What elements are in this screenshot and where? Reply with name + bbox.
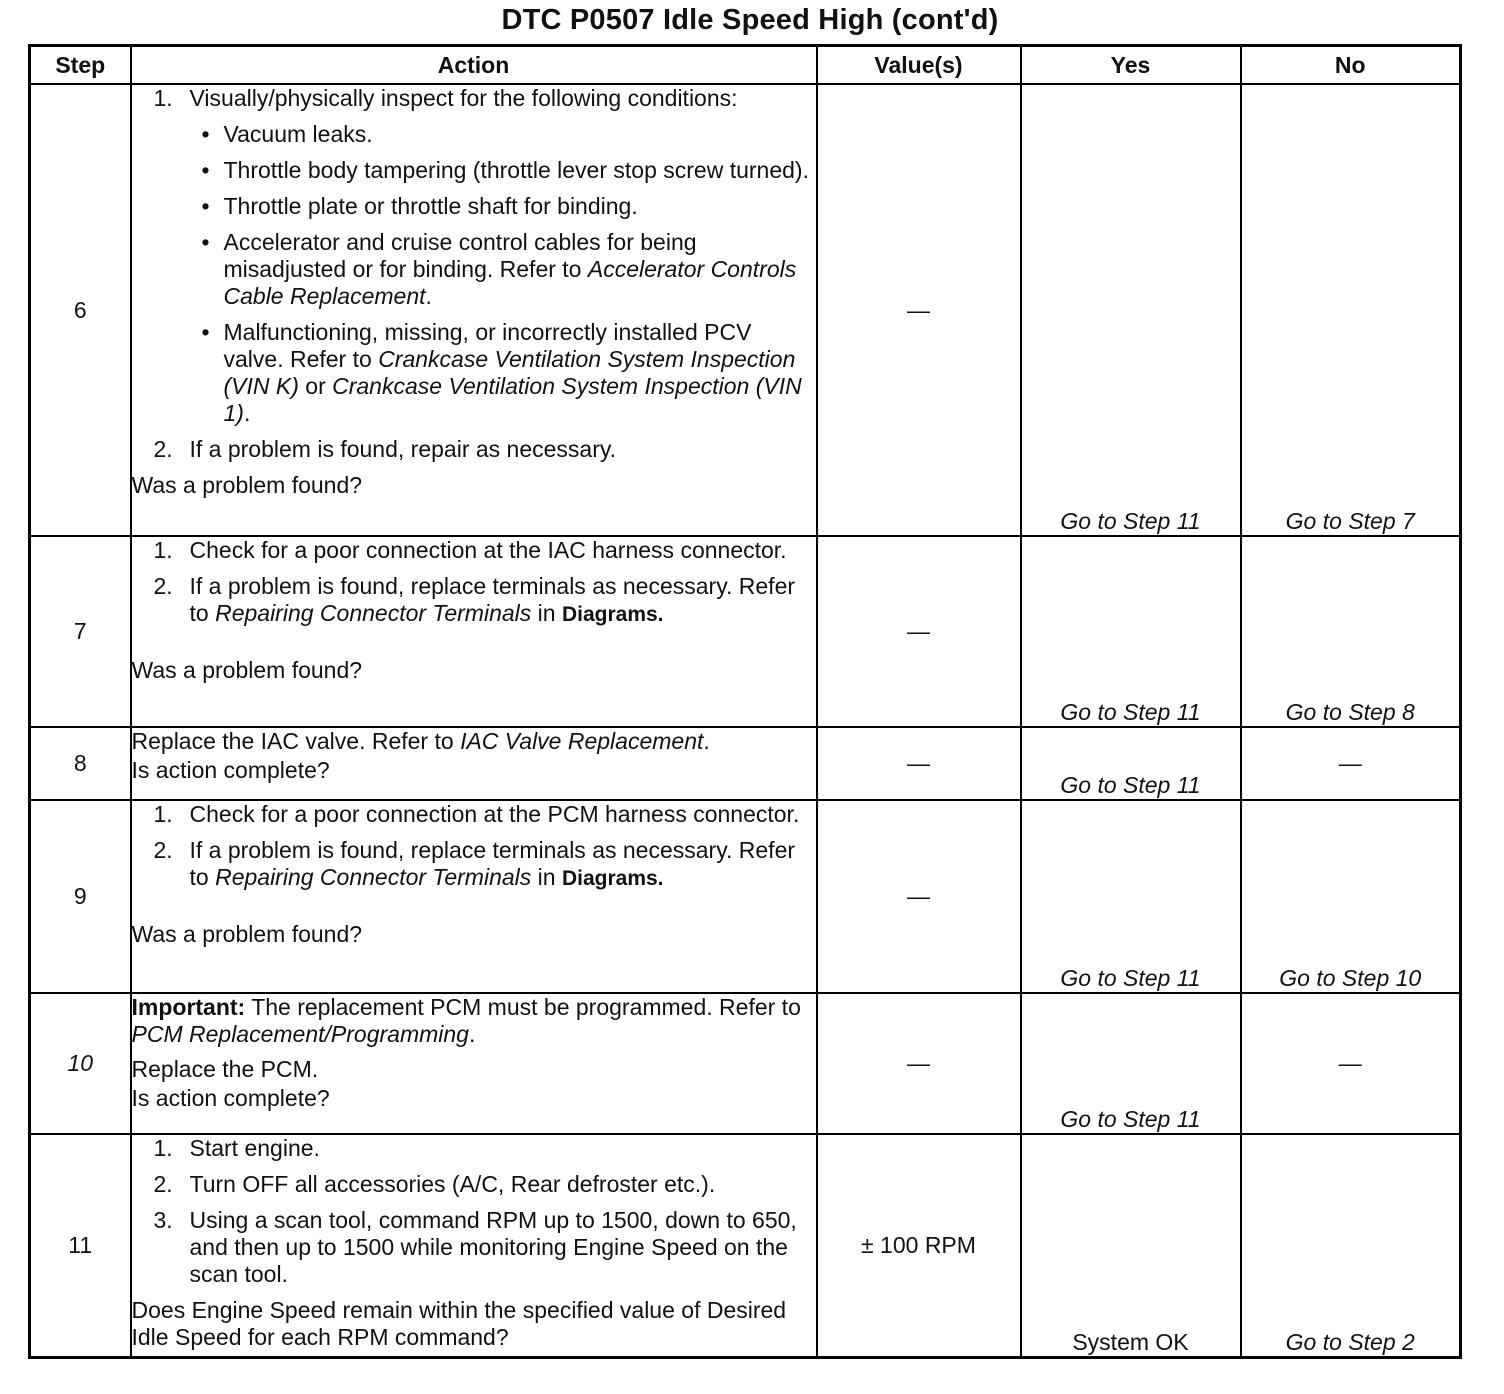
reference-link[interactable]: Crankcase Ventilation System Inspection (VIN K) [223,346,796,399]
bullet-icon: • [201,121,210,147]
header-action: Action [131,46,817,85]
list-text: Check for a poor connection at the IAC harness connector. [189,537,787,563]
list-item [132,573,816,628]
reference-section[interactable]: Diagrams. [561,867,664,890]
reference-link[interactable]: PCM Replacement/Programming [131,1021,469,1047]
step-number: 10 [30,993,131,1134]
bullet-icon: • [201,193,210,219]
bullet-text: . [425,283,432,309]
reference-link[interactable]: Accelerator Controls Cable Replacement [223,256,797,309]
bullet-text: Malfunctioning, missing, or incorrectly installed PCV valve. Refer to [223,319,752,372]
list-number: 2. [153,1171,173,1197]
step-number: 8 [30,727,131,800]
important-label: Important: [131,994,246,1020]
bullet-text: Throttle plate or throttle shaft for binding. [223,193,638,219]
list-text: If a problem is found, replace terminals as necessary. Refer to [189,837,796,890]
no-value: — [1241,993,1461,1134]
list-number: 2. [153,837,173,863]
list-item [132,1135,816,1162]
yes-goto-link[interactable]: Go to Step 11 [1021,727,1241,800]
no-goto-link[interactable]: Go to Step 8 [1241,536,1461,727]
diagnostic-table [28,44,1462,1359]
list-text: If a problem is found, replace terminals as necessary. Refer to [189,573,796,626]
value-cell: ± 100 RPM [817,1134,1021,1357]
list-item [132,1207,816,1288]
action-line: Replace the PCM. [131,1056,319,1082]
question-text: Does Engine Speed remain within the specified value of Desired Idle Speed for each RPM command? [131,1297,787,1350]
header-yes: Yes [1021,46,1241,85]
bullet-text: Throttle body tampering (throttle lever stop screw turned). [223,157,809,183]
value-cell: — [817,536,1021,727]
important-note [132,994,816,1048]
value-cell: — [817,993,1021,1134]
step-number: 6 [30,84,131,536]
reference-section[interactable]: Diagrams. [561,603,664,626]
bullet-text: Vacuum leaks. [223,121,373,147]
value-cell: — [817,727,1021,800]
bullet-item [132,157,816,184]
no-goto-link[interactable]: Go to Step 2 [1241,1134,1461,1357]
yes-result: System OK [1021,1134,1241,1357]
bullet-icon: • [201,319,210,345]
action-cell [131,993,817,1134]
list-item [132,1171,816,1198]
header-no: No [1241,46,1461,85]
action-text: Replace the IAC valve. Refer to [131,728,461,754]
header-row [30,46,1461,85]
list-text: If a problem is found, repair as necessary. [189,436,617,462]
yes-goto-link[interactable]: Go to Step 11 [1021,993,1241,1134]
yes-goto-link[interactable]: Go to Step 11 [1021,800,1241,993]
bullet-item [132,319,816,427]
value-cell: — [817,800,1021,993]
no-goto-link[interactable]: Go to Step 7 [1241,84,1461,536]
page-title: DTC P0507 Idle Speed High (cont'd) [501,4,999,36]
no-goto-link[interactable]: Go to Step 10 [1241,800,1461,993]
action-cell [131,536,817,727]
value-cell: — [817,84,1021,536]
table-row-step-7 [30,536,1461,727]
no-value: — [1241,727,1461,800]
header-step: Step [30,46,131,85]
table-row-step-8 [30,727,1461,800]
action-cell [131,727,817,800]
list-item [132,436,816,463]
list-text: Start engine. [189,1135,320,1161]
note-text: . [468,1021,476,1047]
reference-link[interactable]: Crankcase Ventilation System Inspection (VIN 1) [223,373,802,426]
list-number: 1. [153,85,173,111]
reference-link[interactable]: Repairing Connector Terminals [215,864,532,890]
step-number: 9 [30,800,131,993]
action-cell [131,800,817,993]
question-text: Is action complete? [131,757,330,783]
question-text: Is action complete? [131,1085,330,1111]
list-text: Visually/physically inspect for the following conditions: [189,85,738,111]
question-text: Was a problem found? [131,921,363,947]
question-text: Was a problem found? [131,472,363,498]
list-item [132,837,816,892]
list-number: 1. [153,801,173,827]
table-row-step-10 [30,993,1461,1134]
table-row-step-11 [30,1134,1461,1357]
bullet-text: Accelerator and cruise control cables for being misadjusted or for binding. Refer to [223,229,697,282]
bullet-item [132,193,816,220]
table-row-step-6 [30,84,1461,536]
list-number: 2. [153,573,173,599]
note-text: The replacement PCM must be programmed. Refer to [245,994,801,1020]
list-item [132,85,816,112]
list-item [132,537,816,564]
bullet-icon: • [201,229,210,255]
reference-link[interactable]: IAC Valve Replacement [460,728,704,754]
step-number: 11 [30,1134,131,1357]
list-text: in [531,864,562,890]
question-text: Was a problem found? [131,657,363,683]
list-number: 3. [153,1207,173,1233]
list-text: Using a scan tool, command RPM up to 1500, down to 650, and then up to 1500 while monitoring Engine Speed on the scan tool. [189,1207,797,1287]
yes-goto-link[interactable]: Go to Step 11 [1021,84,1241,536]
action-line [132,728,816,755]
list-number: 1. [153,537,173,563]
action-cell [131,84,817,536]
bullet-item [132,121,816,148]
list-item [132,801,816,828]
action-cell [131,1134,817,1357]
bullet-text: or [298,373,333,399]
yes-goto-link[interactable]: Go to Step 11 [1021,536,1241,727]
list-number: 2. [153,436,173,462]
bullet-item [132,229,816,310]
reference-link[interactable]: Repairing Connector Terminals [215,600,532,626]
bullet-text: . [243,400,251,426]
action-text: . [703,728,710,754]
bullet-icon: • [201,157,210,183]
table-row-step-9 [30,800,1461,993]
step-number: 7 [30,536,131,727]
list-text: Turn OFF all accessories (A/C, Rear defroster etc.). [189,1171,716,1197]
header-values: Value(s) [817,46,1021,85]
list-number: 1. [153,1135,173,1161]
list-text: in [531,600,562,626]
list-text: Check for a poor connection at the PCM harness connector. [189,801,800,827]
